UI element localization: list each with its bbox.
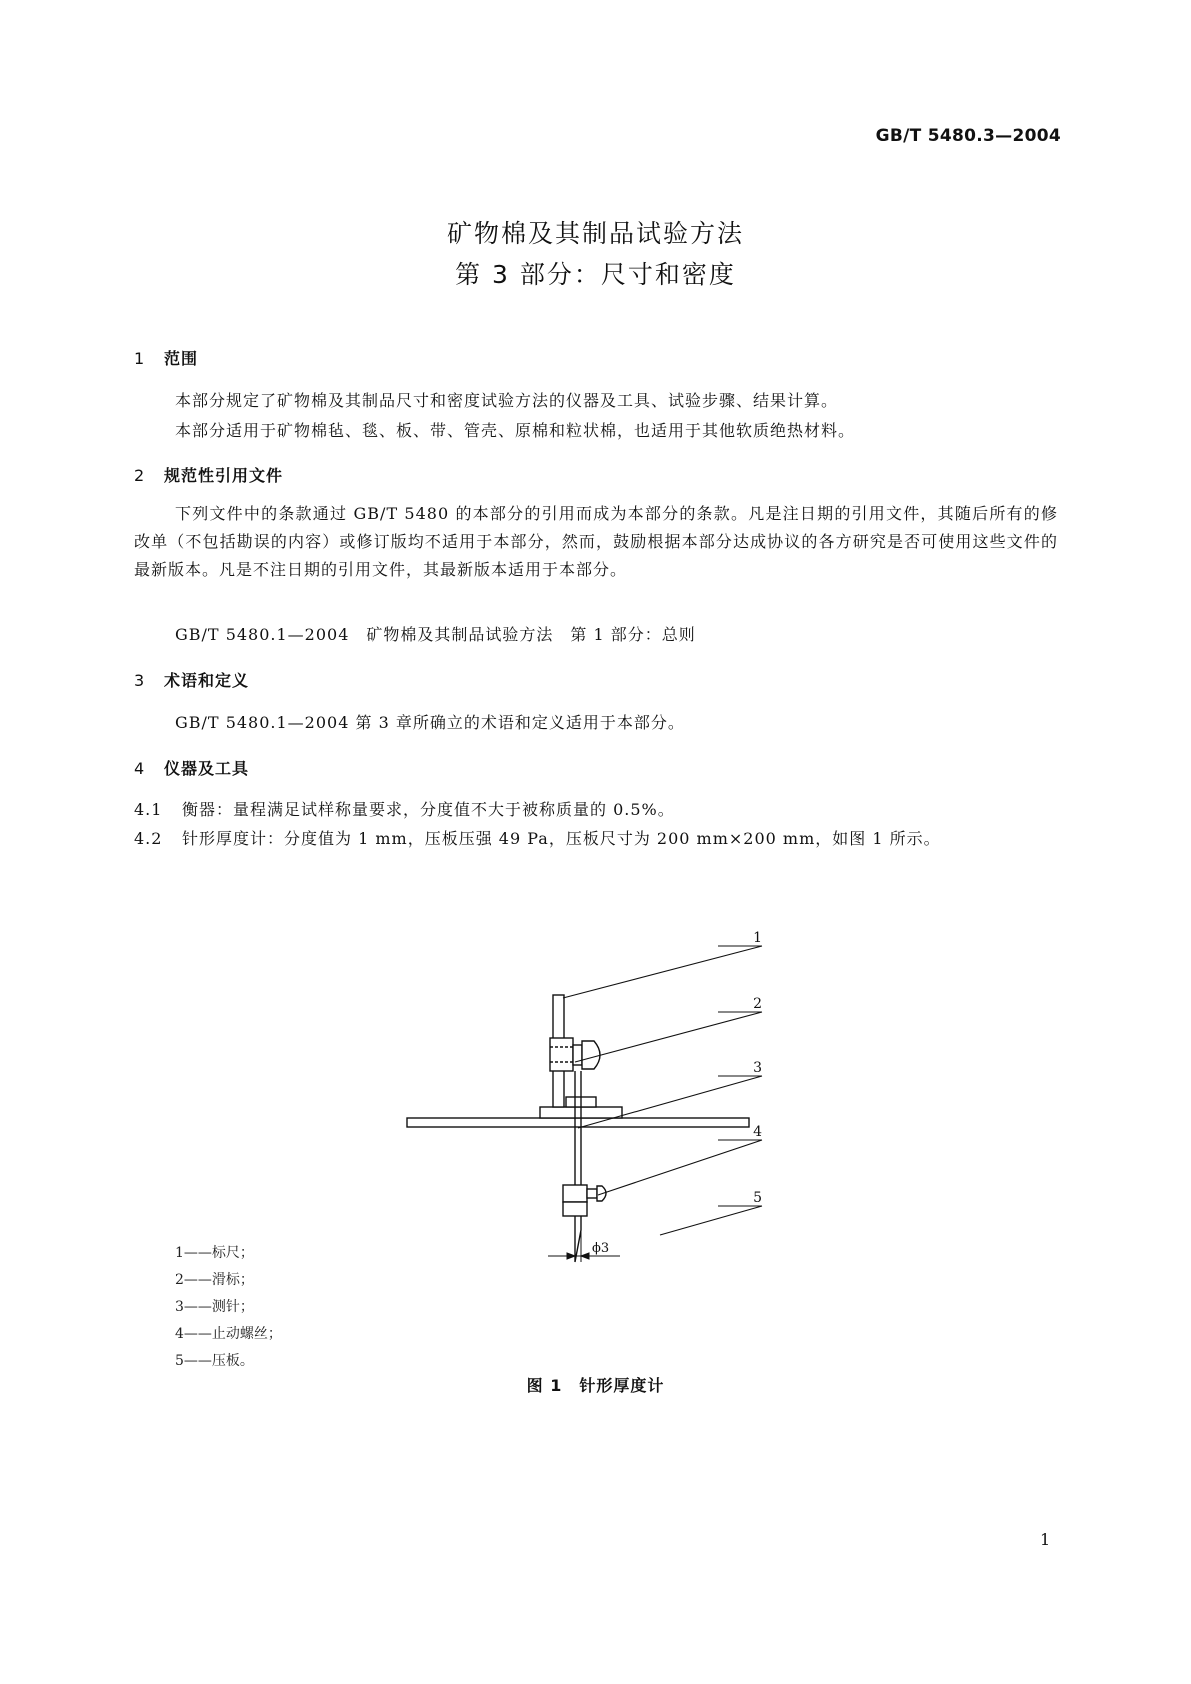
leader-line-1 xyxy=(563,946,762,998)
legend-item: 3——测针； xyxy=(175,1299,254,1315)
section-4-heading xyxy=(134,756,249,779)
legend-item: 2——滑标； xyxy=(175,1272,254,1288)
clause-4-2 xyxy=(134,826,941,849)
section-3-paragraph-1: GB/T 5480.1—2004 第 3 章所确立的术语和定义适用于本部分。 xyxy=(175,713,685,732)
clause-text: 针形厚度计：分度值为 1 mm，压板压强 49 Pa，压板尺寸为 200 mm×200 mm，如图 1 所示。 xyxy=(182,829,941,848)
leader-line-5 xyxy=(660,1206,762,1235)
slider-block xyxy=(550,1038,573,1071)
section-1-heading xyxy=(134,346,198,369)
page-number: 1 xyxy=(1040,1530,1051,1549)
normative-reference: GB/T 5480.1—2004 矿物棉及其制品试验方法 第 1 部分：总则 xyxy=(175,625,696,644)
section-number: 2 xyxy=(134,466,146,485)
clause-4-1 xyxy=(134,797,675,820)
section-1-paragraph-2: 本部分适用于矿物棉毡、毯、板、带、管壳、原棉和粒状棉，也适用于其他软质绝热材料。 xyxy=(175,421,856,440)
callout-5: 5 xyxy=(753,1190,762,1206)
stop-screw-block xyxy=(563,1185,587,1202)
legend-item: 1——标尺； xyxy=(175,1245,254,1261)
clause-number: 4.2 xyxy=(134,829,163,848)
section-3-heading xyxy=(134,668,249,691)
press-plate xyxy=(407,1118,749,1127)
standard-code: GB/T 5480.3—2004 xyxy=(875,126,1061,146)
needle-guide xyxy=(563,1202,587,1216)
callout-2: 2 xyxy=(753,996,762,1012)
dimension-arrow-left xyxy=(567,1253,575,1259)
document-title-line2: 第 3 部分：尺寸和密度 xyxy=(455,260,736,289)
dimension-label: ϕ3 xyxy=(592,1241,610,1256)
clause-text: 衡器：量程满足试样称量要求，分度值不大于被称质量的 0.5%。 xyxy=(182,800,675,819)
section-1-paragraph-1: 本部分规定了矿物棉及其制品尺寸和密度试验方法的仪器及工具、试验步骤、结果计算。 xyxy=(175,391,839,410)
section-number: 4 xyxy=(134,759,146,778)
dimension-arrow-right xyxy=(581,1253,589,1259)
figure-caption: 图 1 针形厚度计 xyxy=(526,1376,665,1395)
section-number: 1 xyxy=(134,349,146,368)
callout-1: 1 xyxy=(753,930,762,946)
section-title: 术语和定义 xyxy=(164,671,250,690)
callout-3: 3 xyxy=(753,1060,762,1076)
legend-item: 4——止动螺丝； xyxy=(175,1326,282,1342)
slider-neck xyxy=(573,1045,582,1065)
section-title: 仪器及工具 xyxy=(164,759,250,778)
section-title: 规范性引用文件 xyxy=(164,466,284,485)
section-title: 范围 xyxy=(164,349,199,368)
leader-line-2 xyxy=(575,1012,762,1062)
clause-number: 4.1 xyxy=(134,800,163,819)
section-2-heading xyxy=(134,463,283,486)
leader-line-4 xyxy=(598,1140,762,1195)
stop-screw-shaft xyxy=(587,1189,597,1198)
callout-4: 4 xyxy=(753,1124,762,1140)
slider-knob xyxy=(582,1041,600,1069)
figure-legend xyxy=(175,1240,282,1375)
section-number: 3 xyxy=(134,671,146,690)
section-2-paragraph-1: 下列文件中的条款通过 GB/T 5480 的本部分的引用而成为本部分的条款。凡是注日期的引用文件，其随后所有的修改单（不包括勘误的内容）或修订版均不适用于本部分，然而，鼓励根据本部分达成协议的各方研究是否可使用这些文件的最新版本。凡是不注日期的引用文件，其最新版本适用于本部分。 xyxy=(134,504,1058,579)
legend-item: 5——压板。 xyxy=(175,1353,254,1369)
document-title-line1: 矿物棉及其制品试验方法 xyxy=(446,219,744,248)
